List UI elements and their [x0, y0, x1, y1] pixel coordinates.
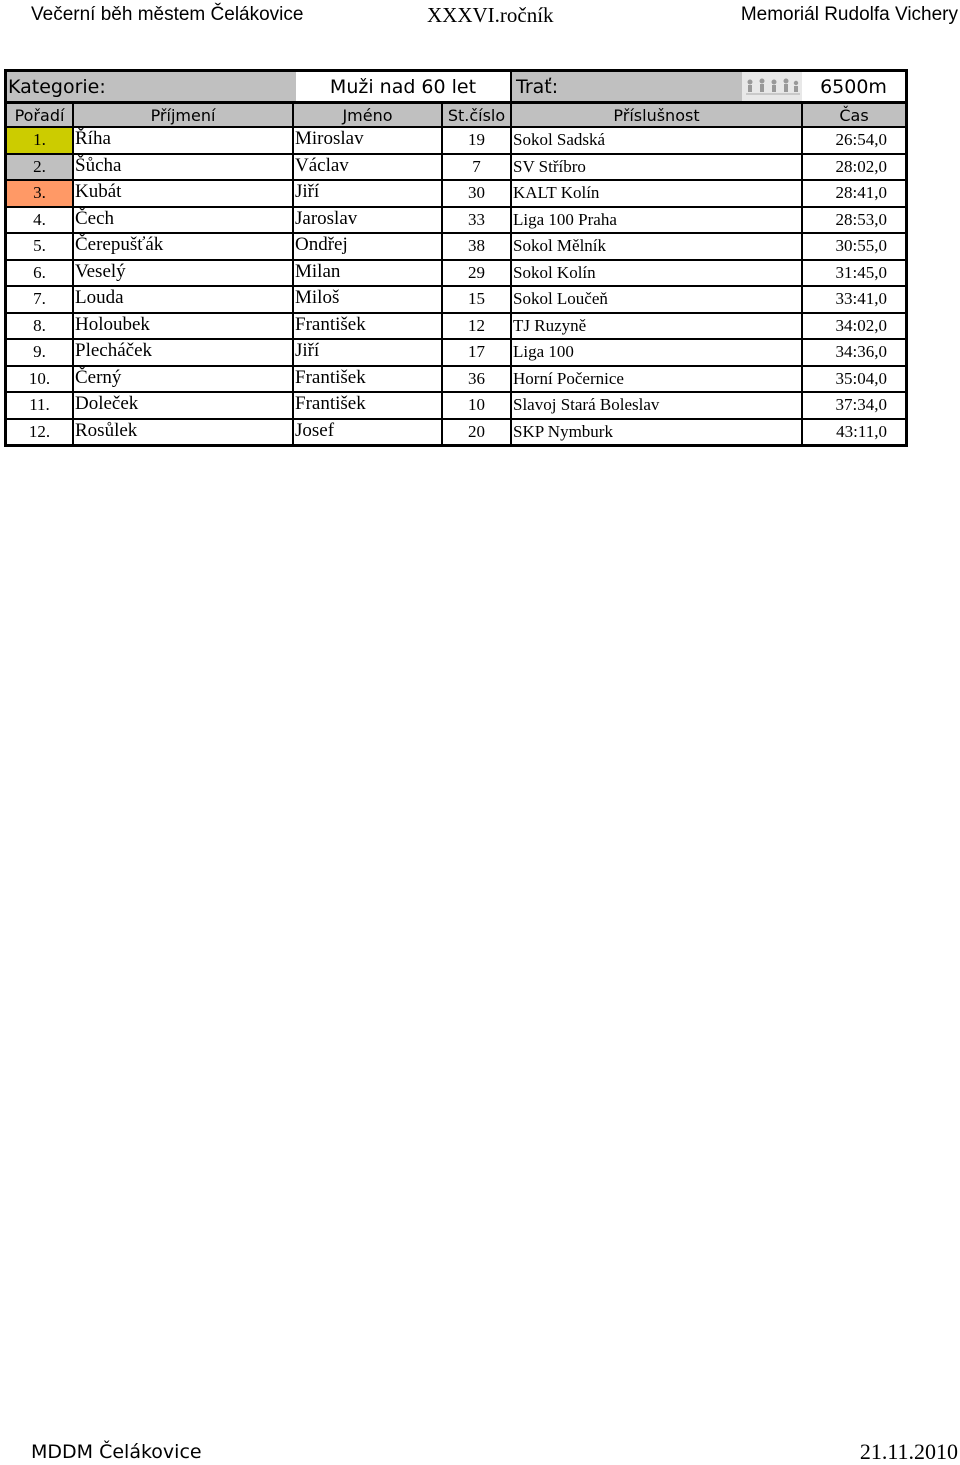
bib-cell: 19 [442, 127, 511, 154]
club-cell: KALT Kolín [511, 180, 802, 207]
surname-cell: Veselý [73, 260, 293, 287]
time-cell: 26:54,0 [802, 127, 905, 154]
time-cell: 37:34,0 [802, 392, 905, 419]
time-cell: 33:41,0 [802, 286, 905, 313]
table-row [7, 339, 905, 366]
bib-cell: 38 [442, 233, 511, 260]
club-cell: Sokol Mělník [511, 233, 802, 260]
col-header-rank: Pořadí [7, 104, 73, 127]
bib-cell: 17 [442, 339, 511, 366]
footer-organizer: MDDM Čelákovice [31, 1441, 202, 1463]
table-row [7, 180, 905, 207]
time-cell: 30:55,0 [802, 233, 905, 260]
bib-cell: 20 [442, 419, 511, 445]
bib-cell: 10 [442, 392, 511, 419]
rank-cell: 12. [7, 419, 73, 445]
surname-cell: Louda [73, 286, 293, 313]
name-cell: Ondřej [293, 233, 442, 260]
bib-cell: 12 [442, 313, 511, 340]
table-row [7, 366, 905, 393]
rank-cell: 4. [7, 207, 73, 234]
rank-cell: 6. [7, 260, 73, 287]
surname-cell: Rosůlek [73, 419, 293, 445]
track-label: Trať: [512, 72, 742, 101]
surname-cell: Doleček [73, 392, 293, 419]
club-cell: Horní Počernice [511, 366, 802, 393]
header-memorial: Memoriál Rudolfa Vichery [740, 4, 958, 25]
name-cell: Miroslav [293, 127, 442, 154]
club-cell: Sokol Sadská [511, 127, 802, 154]
surname-cell: Černý [73, 366, 293, 393]
rank-cell: 2. [7, 154, 73, 181]
bib-cell: 30 [442, 180, 511, 207]
table-row [7, 233, 905, 260]
name-cell: Jiří [293, 339, 442, 366]
table-row [7, 154, 905, 181]
table-row [7, 419, 905, 445]
club-cell: Liga 100 Praha [511, 207, 802, 234]
footer-date: 21.11.2010 [859, 1439, 958, 1464]
col-header-name: Jméno [293, 104, 442, 127]
col-header-club: Příslušnost [511, 104, 802, 127]
time-cell: 28:02,0 [802, 154, 905, 181]
rank-cell: 3. [7, 180, 73, 207]
surname-cell: Šůcha [73, 154, 293, 181]
bib-cell: 29 [442, 260, 511, 287]
surname-cell: Plecháček [73, 339, 293, 366]
time-cell: 28:53,0 [802, 207, 905, 234]
runners-image [742, 72, 802, 101]
time-cell: 28:41,0 [802, 180, 905, 207]
rank-cell: 1. [7, 127, 73, 154]
name-cell: Milan [293, 260, 442, 287]
surname-cell: Holoubek [73, 313, 293, 340]
name-cell: František [293, 392, 442, 419]
bib-cell: 15 [442, 286, 511, 313]
time-cell: 31:45,0 [802, 260, 905, 287]
club-cell: Sokol Loučeň [511, 286, 802, 313]
table-header-row [7, 104, 905, 127]
club-cell: SV Stříbro [511, 154, 802, 181]
category-row [7, 72, 905, 104]
surname-cell: Čech [73, 207, 293, 234]
club-cell: SKP Nymburk [511, 419, 802, 445]
name-cell: Miloš [293, 286, 442, 313]
time-cell: 35:04,0 [802, 366, 905, 393]
time-cell: 34:36,0 [802, 339, 905, 366]
club-cell: TJ Ruzyně [511, 313, 802, 340]
bib-cell: 36 [442, 366, 511, 393]
rank-cell: 10. [7, 366, 73, 393]
bib-cell: 33 [442, 207, 511, 234]
surname-cell: Kubát [73, 180, 293, 207]
results-frame [4, 69, 908, 447]
results-table [7, 104, 905, 444]
name-cell: Jaroslav [293, 207, 442, 234]
header-edition: XXXVI.ročník [427, 3, 554, 27]
name-cell: Václav [293, 154, 442, 181]
table-row [7, 260, 905, 287]
header-event-title: Večerní běh městem Čelákovice [31, 4, 304, 25]
club-cell: Sokol Kolín [511, 260, 802, 287]
name-cell: František [293, 313, 442, 340]
rank-cell: 8. [7, 313, 73, 340]
track-value: 6500m [802, 72, 905, 101]
rank-cell: 5. [7, 233, 73, 260]
category-value: Muži nad 60 let [296, 72, 512, 101]
table-row [7, 207, 905, 234]
name-cell: Jiří [293, 180, 442, 207]
club-cell: Liga 100 [511, 339, 802, 366]
col-header-time: Čas [802, 104, 905, 127]
time-cell: 34:02,0 [802, 313, 905, 340]
surname-cell: Říha [73, 127, 293, 154]
rank-cell: 7. [7, 286, 73, 313]
table-row [7, 286, 905, 313]
col-header-surname: Příjmení [73, 104, 293, 127]
name-cell: František [293, 366, 442, 393]
bib-cell: 7 [442, 154, 511, 181]
rank-cell: 9. [7, 339, 73, 366]
rank-cell: 11. [7, 392, 73, 419]
name-cell: Josef [293, 419, 442, 445]
category-label: Kategorie: [7, 72, 296, 101]
col-header-bib: St.číslo [442, 104, 511, 127]
surname-cell: Čerepušťák [73, 233, 293, 260]
table-row [7, 392, 905, 419]
table-row [7, 127, 905, 154]
time-cell: 43:11,0 [836, 421, 887, 441]
table-row [7, 313, 905, 340]
club-cell: Slavoj Stará Boleslav [511, 392, 802, 419]
